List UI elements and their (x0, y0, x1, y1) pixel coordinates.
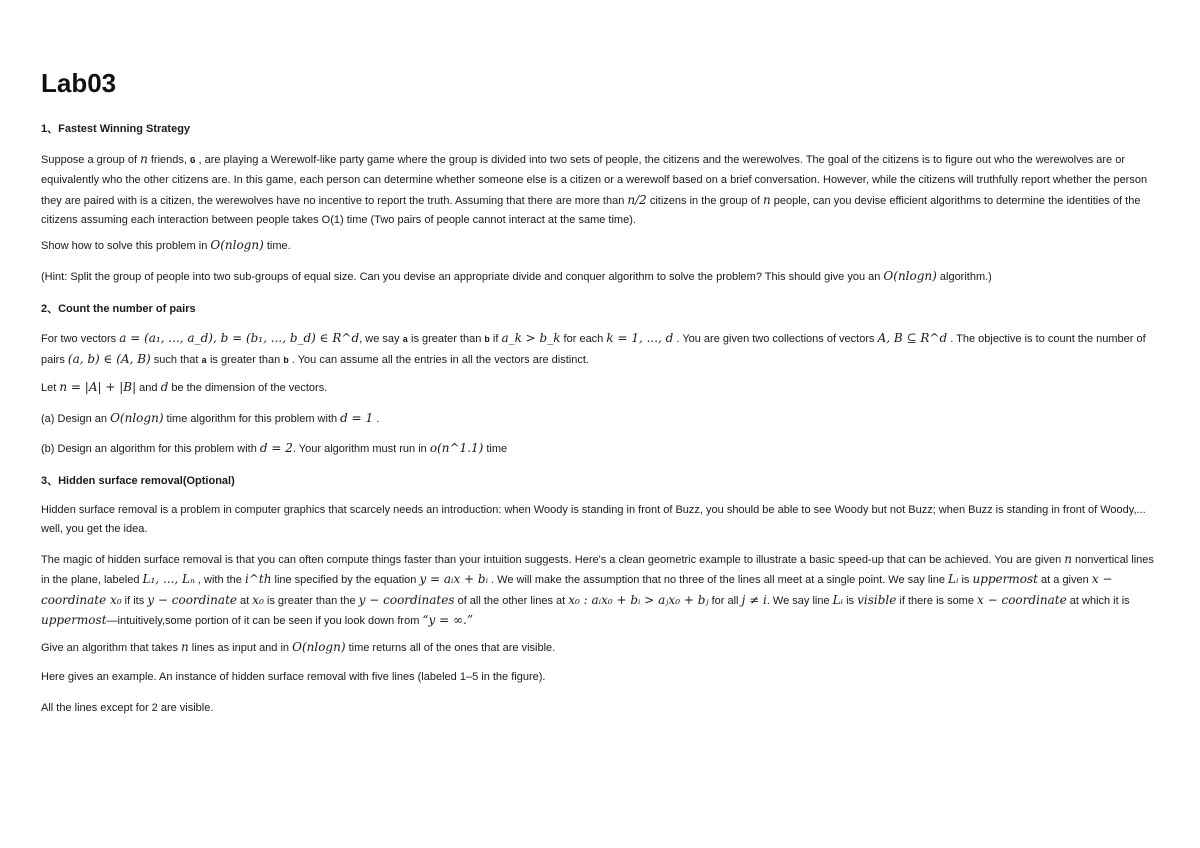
code: a (402, 335, 408, 345)
text: for all (708, 594, 742, 607)
math: O(nlogn) (883, 269, 937, 283)
section-2-paragraph-2 (41, 378, 1161, 398)
text: if (489, 333, 502, 345)
text: time. (263, 240, 291, 252)
math: y − coordinate (147, 592, 237, 607)
text: is greater than the (263, 594, 359, 607)
math: visible (857, 592, 897, 607)
text: , with the (194, 574, 245, 587)
section-3-paragraph-5: All the lines except for 2 are visible. (41, 702, 214, 714)
text: . We will make the assumption that no three of the lines all meet at a single point. We say line (488, 574, 949, 587)
text: people, can you devise efficient algorithms to determine the identities of the citizens assuming each interaction between people takes O(1) time (Two pairs of people cannot interact at the same time). (41, 194, 1141, 226)
math: x − coordinate x₀ (41, 572, 1113, 607)
page-title: Lab03 (41, 68, 117, 98)
math: i^th (244, 572, 272, 587)
math: a_k > b_k (501, 331, 561, 345)
section-1-paragraph-1 (41, 150, 1161, 230)
text: time algorithm for this problem with (163, 413, 341, 425)
section-2-part-a (41, 409, 1161, 429)
math: n = |A| + |B| (59, 380, 137, 394)
math: y − coordinates (358, 592, 455, 607)
text: (b) Design an algorithm for this problem with (41, 443, 260, 455)
code: b (283, 356, 289, 367)
math: L₁, ..., Lₙ (142, 572, 195, 587)
section-1-paragraph-2 (41, 236, 1161, 256)
text: and (136, 382, 161, 394)
text: be the dimension of the vectors. (168, 382, 328, 394)
text: algorithm.) (936, 271, 992, 283)
math: Lᵢ (832, 592, 844, 607)
math: o(n^1.1) (429, 441, 484, 455)
text: , are playing a Werewolf-like party game where the group is divided into two sets of people, the citizens and the werewolves. The goal of the citizens is to figure out who the werewolves are or equivalently who the other citizens are. In this game, each person can determine whether someone else is a citizen or a werewolf based on a brief conversation. However, while the citizens will truthfully report whether the person they are paired with is a citizen, the werewolves have no incentive to report the truth. Assuming that there are more than (41, 154, 1148, 207)
math: A, B ⊆ R^d (877, 331, 948, 345)
text: if there is some (896, 594, 978, 607)
text: The magic of hidden surface removal is that you can often compute things faster than your intuition suggests. Here's a clean geometric example to illustrate a basic speed-up that can be achieved. You are given (41, 554, 1065, 566)
text: nonvertical lines in the plane, labeled (41, 554, 1154, 587)
math: n (1064, 552, 1072, 566)
text: if its (121, 594, 148, 607)
text: . You are given two collections of vectors (673, 333, 878, 345)
section-3-paragraph-2 (41, 550, 1161, 631)
math: n (181, 640, 189, 654)
text: line specified by the equation (271, 574, 420, 587)
text: lines as input and in (188, 642, 293, 654)
math: x₀ (252, 592, 264, 607)
section-3-paragraph-1: Hidden surface removal is a problem in computer graphics that scarcely needs an introduction: when Woody is standing in front of Buzz, you should be able to see Woody but not Buzz; when Buzz is standing in front of Woody,... well, you get the idea. (41, 504, 1146, 536)
math: n (140, 152, 148, 166)
text: friends, (147, 154, 190, 166)
section-1-heading: 1、Fastest Winning Strategy (41, 123, 191, 135)
text: Show how to solve this problem in (41, 240, 211, 252)
text: Let (41, 382, 60, 394)
code: G (190, 156, 196, 166)
text: . You can assume all the entries in all the vectors are distinct. (288, 354, 589, 367)
math: n/2 (627, 192, 647, 207)
math: a = (a₁, ..., a_d), b = (b₁, ..., b_d) ∈ R^d (119, 331, 360, 345)
math: d (160, 380, 169, 394)
section-3-paragraph-3 (41, 638, 1161, 658)
text: , we say (359, 333, 403, 345)
math: “y = ∞.” (422, 612, 473, 627)
text: . Your algorithm must run in (292, 443, 430, 455)
section-2-part-b (41, 439, 1161, 459)
text: for each (560, 333, 607, 345)
text: —intuitively,some portion of it can be seen if you look down from (106, 614, 423, 627)
section-3-paragraph-4: Here gives an example. An instance of hidden surface removal with five lines (labeled 1–5 in the figure). (41, 671, 546, 683)
math: y = aᵢx + bᵢ (419, 572, 489, 587)
math: Lᵢ (948, 572, 959, 587)
math: (a, b) ∈ (A, B) (67, 352, 151, 367)
text: Give an algorithm that takes (41, 642, 182, 654)
math: O(nlogn) (210, 238, 264, 252)
math: O(nlogn) (292, 640, 346, 654)
text: time returns all of the ones that are visible. (345, 642, 556, 654)
math: x₀ : aᵢx₀ + bᵢ > aⱼx₀ + bⱼ (568, 592, 709, 607)
text: is (958, 574, 973, 587)
text: such that (150, 354, 202, 367)
text: . The objective is to count the number of pairs (41, 333, 1146, 367)
math: k = 1, ..., d (606, 331, 674, 345)
math: j ≠ i (741, 592, 767, 607)
text: is greater than (206, 354, 284, 367)
text: at which it is (1066, 594, 1130, 607)
text: at a given (1037, 574, 1092, 587)
math: x − coordinate (977, 592, 1067, 607)
math: O(nlogn) (110, 411, 164, 425)
text: is (843, 594, 858, 607)
section-1-hint (41, 267, 1161, 287)
section-2-heading: 2、Count the number of pairs (41, 303, 196, 315)
section-3-heading: 3、Hidden surface removal(Optional) (41, 475, 235, 487)
text: time (483, 443, 508, 455)
text: Suppose a group of (41, 154, 141, 166)
text: (Hint: Split the group of people into two sub-groups of equal size. Can you devise an appropriate divide and conquer algorithm to solve the problem? This should give you an (41, 271, 884, 283)
text: (a) Design an (41, 413, 111, 425)
text: at (237, 594, 253, 607)
text: citizens in the group of (646, 194, 763, 207)
code: a (201, 356, 207, 367)
text: is greater than (407, 333, 485, 345)
math: d = 1 (340, 411, 374, 425)
text: For two vectors (41, 333, 120, 345)
text: of all the other lines at (454, 594, 569, 607)
section-2-paragraph-1 (41, 329, 1161, 372)
math: d = 2 (259, 441, 293, 455)
math: uppermost (972, 572, 1038, 587)
text: . We say line (766, 594, 833, 607)
text: . (373, 413, 380, 425)
code: b (484, 335, 490, 345)
math: n (762, 192, 771, 207)
math: uppermost (41, 612, 107, 627)
